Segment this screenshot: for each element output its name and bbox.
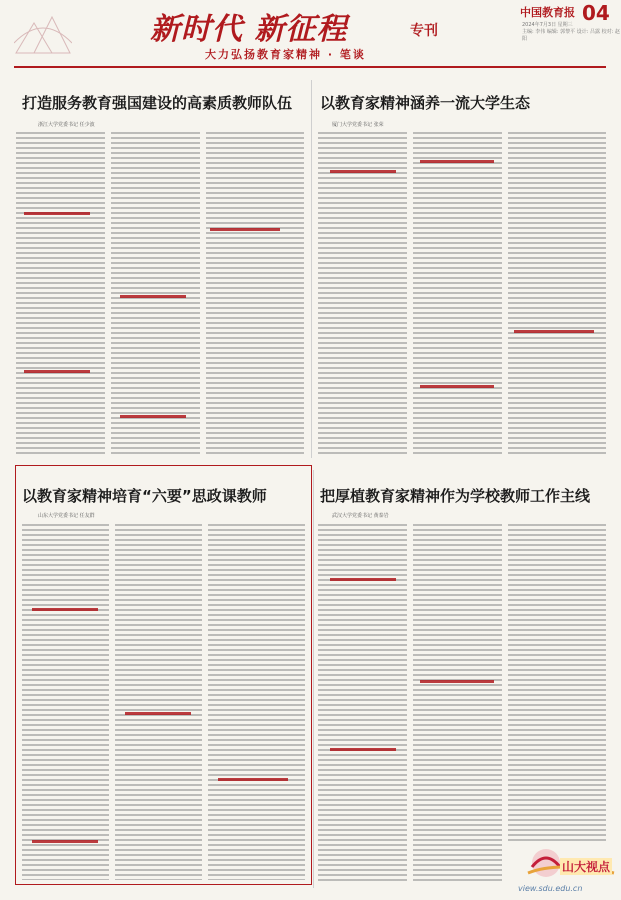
article-subhead xyxy=(32,608,98,611)
article-subhead xyxy=(330,578,396,581)
article-subhead xyxy=(125,712,191,715)
article-body-column xyxy=(208,524,305,880)
article-subhead xyxy=(24,370,90,373)
article-body-column xyxy=(22,524,109,880)
article-byline: 山东大学党委书记 任友群 xyxy=(38,513,95,519)
masthead-slogan: 大力弘扬教育家精神 · 笔谈 xyxy=(205,48,366,61)
issue-date: 2024年7月3日 星期三 xyxy=(522,22,573,28)
column-divider xyxy=(313,470,314,888)
article-byline: 厦门大学党委书记 张荣 xyxy=(332,122,384,128)
article-body-column xyxy=(413,132,502,454)
masthead-suffix: 专刊 xyxy=(410,23,438,39)
article-body-column xyxy=(111,132,200,454)
article-headline: 把厚植教育家精神作为学校教师工作主线 xyxy=(320,487,591,505)
article-body-column xyxy=(508,524,606,842)
article-headline: 打造服务教育强国建设的高素质教师队伍 xyxy=(22,94,293,112)
article-subhead xyxy=(210,228,280,231)
article-subhead xyxy=(420,160,494,163)
article-subhead xyxy=(32,840,98,843)
article-subhead xyxy=(24,212,90,215)
article-body-column xyxy=(413,524,502,884)
article-body-column xyxy=(16,132,105,454)
article-subhead xyxy=(120,415,186,418)
paper-name: 中国教育报 xyxy=(520,6,575,19)
page-header xyxy=(0,0,621,64)
article-headline: 以教育家精神涵养一流大学生态 xyxy=(320,94,531,112)
staff-credits: 主编: 李伟 编辑: 郭黎平 设计: 吕露 校对: 赵阳 xyxy=(522,29,620,42)
article-subhead xyxy=(420,385,494,388)
article-byline: 武汉大学党委书记 黄泰岩 xyxy=(332,513,389,519)
article-subhead xyxy=(330,748,396,751)
article-subhead xyxy=(218,778,288,781)
watermark-brand: 山大视点 xyxy=(562,860,611,874)
watermark-url: view.sdu.edu.cn xyxy=(518,884,583,893)
column-divider xyxy=(311,80,312,458)
article-body-column xyxy=(508,132,606,454)
article-subhead xyxy=(420,680,494,683)
article-body-column xyxy=(115,524,202,880)
decorative-pattern-icon xyxy=(14,13,72,57)
article-body-column xyxy=(318,132,407,454)
page-number: 04 xyxy=(582,1,610,25)
article-subhead xyxy=(514,330,594,333)
article-body-column xyxy=(206,132,304,454)
article-subhead xyxy=(330,170,396,173)
header-rule xyxy=(14,66,606,68)
masthead-title: 新时代 新征程 xyxy=(150,12,348,47)
article-subhead xyxy=(120,295,186,298)
article-headline: 以教育家精神培育“六要”思政课教师 xyxy=(22,487,267,505)
article-byline: 浙江大学党委书记 任少波 xyxy=(38,122,95,128)
